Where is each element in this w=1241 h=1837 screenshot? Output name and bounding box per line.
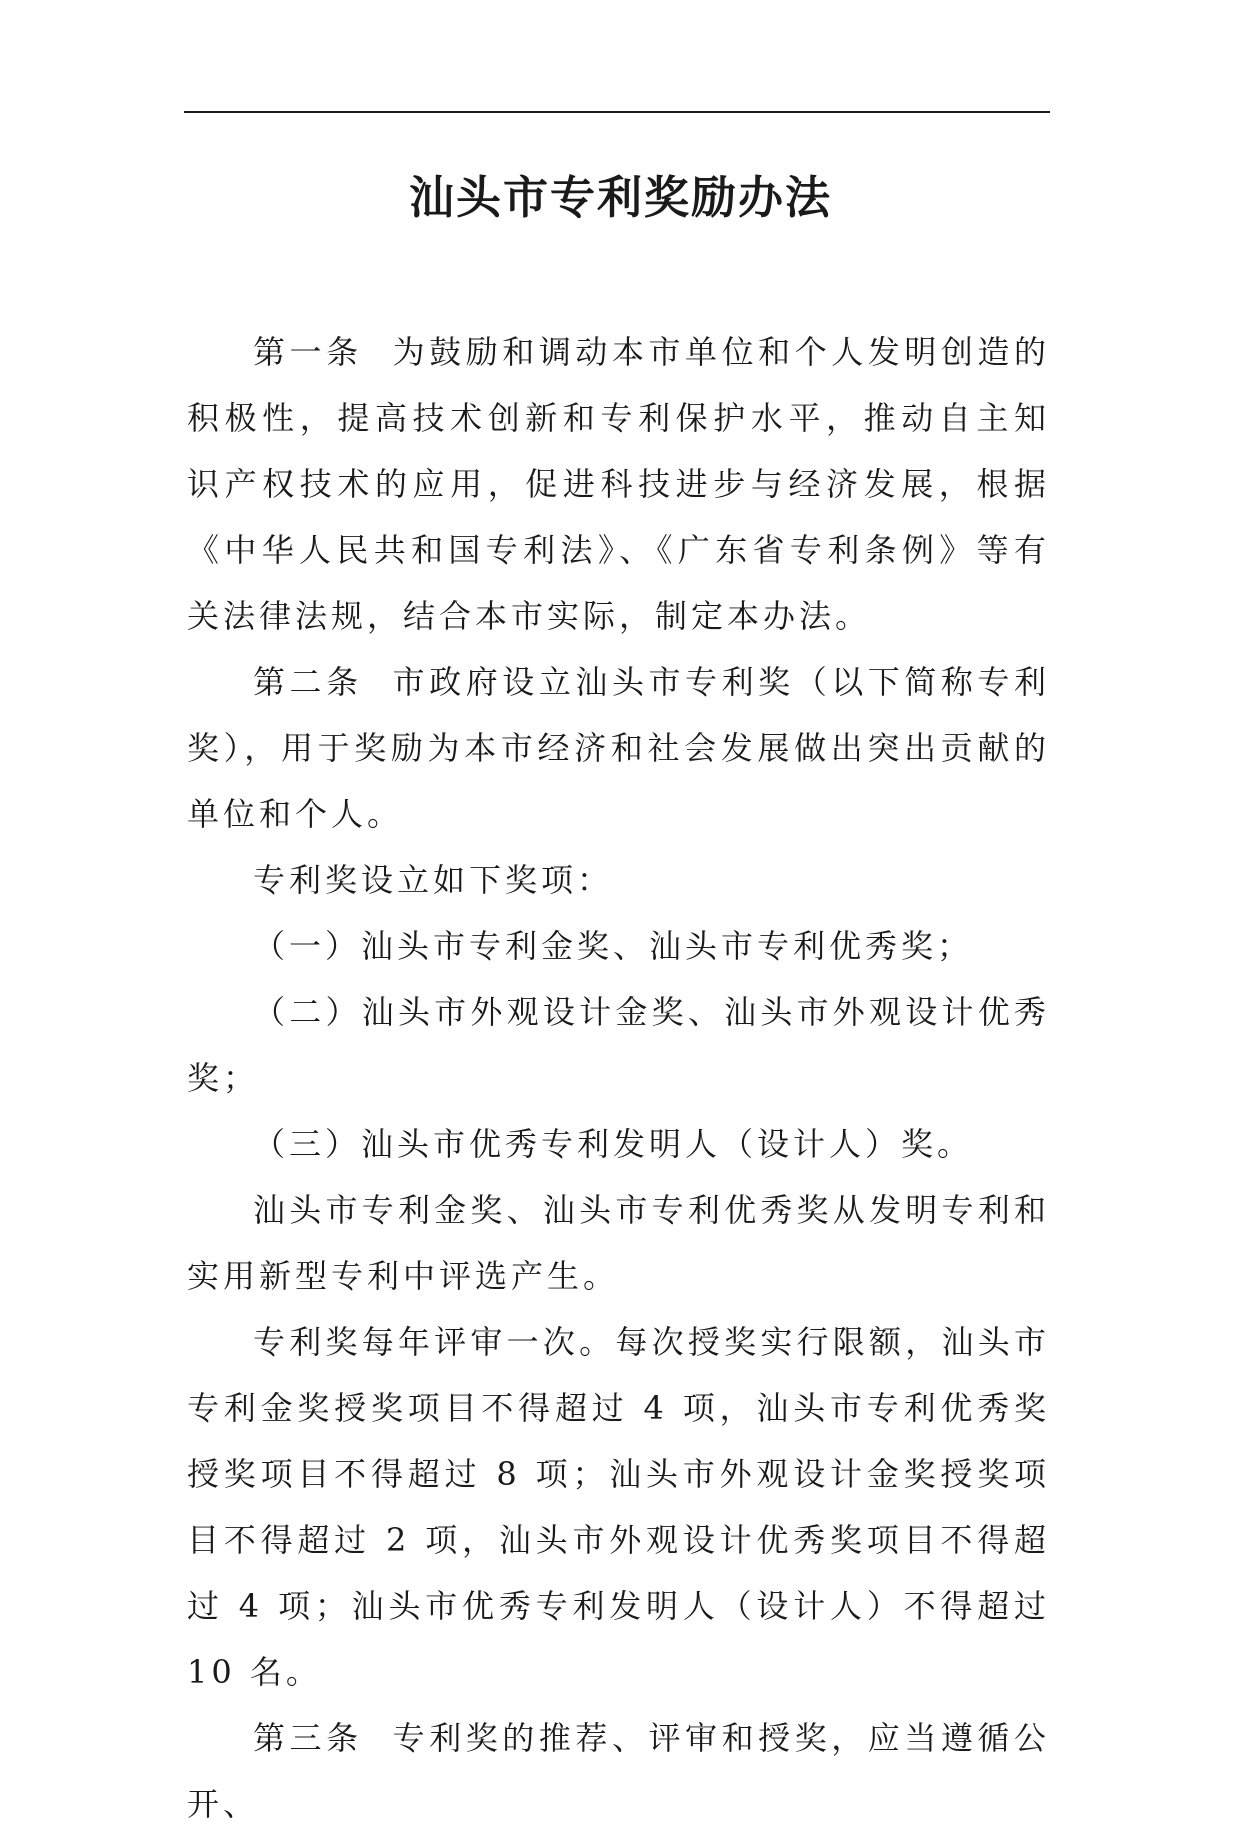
list-item-award-3 bbox=[187, 1111, 1050, 1177]
paragraph-text: （一）汕头市专利金奖、汕头市专利优秀奖； bbox=[253, 927, 974, 965]
paragraph-text: 为鼓励和调动本市单位和个人发明创造的积极性，提高技术创新和专利保护水平，推动自主知识产权技术的应用，促进科技进步与经济发展，根据《中华人民共和国专利法》、《广东省专利条例》等有关法律法规，结合本市实际，制定本办法。 bbox=[187, 333, 1050, 635]
paragraph-text: （二）汕头市外观设计金奖、汕头市外观设计优秀奖； bbox=[187, 993, 1050, 1097]
paragraph-text: 专利奖的推荐、评审和授奖，应当遵循公开、 bbox=[187, 1719, 1050, 1823]
list-item-award-1 bbox=[187, 913, 1050, 979]
article-number: 第一条 bbox=[253, 333, 363, 371]
paragraph-article-1 bbox=[187, 319, 1050, 649]
paragraph-article-3 bbox=[187, 1705, 1050, 1837]
paragraph-text: 市政府设立汕头市专利奖（以下简称专利奖），用于奖励为本市经济和社会发展做出突出贡献的单位和个人。 bbox=[187, 663, 1050, 833]
paragraph-text: 汕头市专利金奖、汕头市专利优秀奖从发明专利和实用新型专利中评选产生。 bbox=[187, 1191, 1050, 1295]
document-body bbox=[187, 319, 1050, 1837]
paragraph-text: 专利奖设立如下奖项： bbox=[253, 861, 614, 899]
list-item-award-2 bbox=[187, 979, 1050, 1111]
article-number: 第二条 bbox=[253, 663, 363, 701]
paragraph-quota bbox=[187, 1309, 1050, 1705]
article-number: 第三条 bbox=[253, 1719, 363, 1757]
paragraph-award-intro bbox=[187, 847, 1050, 913]
document-title: 汕头市专利奖励办法 bbox=[408, 171, 832, 224]
header-rule bbox=[184, 111, 1050, 113]
paragraph-article-2 bbox=[187, 649, 1050, 847]
paragraph-text: （三）汕头市优秀专利发明人（设计人）奖。 bbox=[253, 1125, 974, 1163]
paragraph-text: 专利奖每年评审一次。每次授奖实行限额，汕头市专利金奖授奖项目不得超过 4 项，汕头市专利优秀奖授奖项目不得超过 8 项；汕头市外观设计金奖授奖项目不得超过 2 项，汕头市外观设计优秀奖项目不得超过 4 项；汕头市优秀专利发明人（设计人）不得超过 10 名。 bbox=[187, 1323, 1050, 1691]
paragraph-selection bbox=[187, 1177, 1050, 1309]
